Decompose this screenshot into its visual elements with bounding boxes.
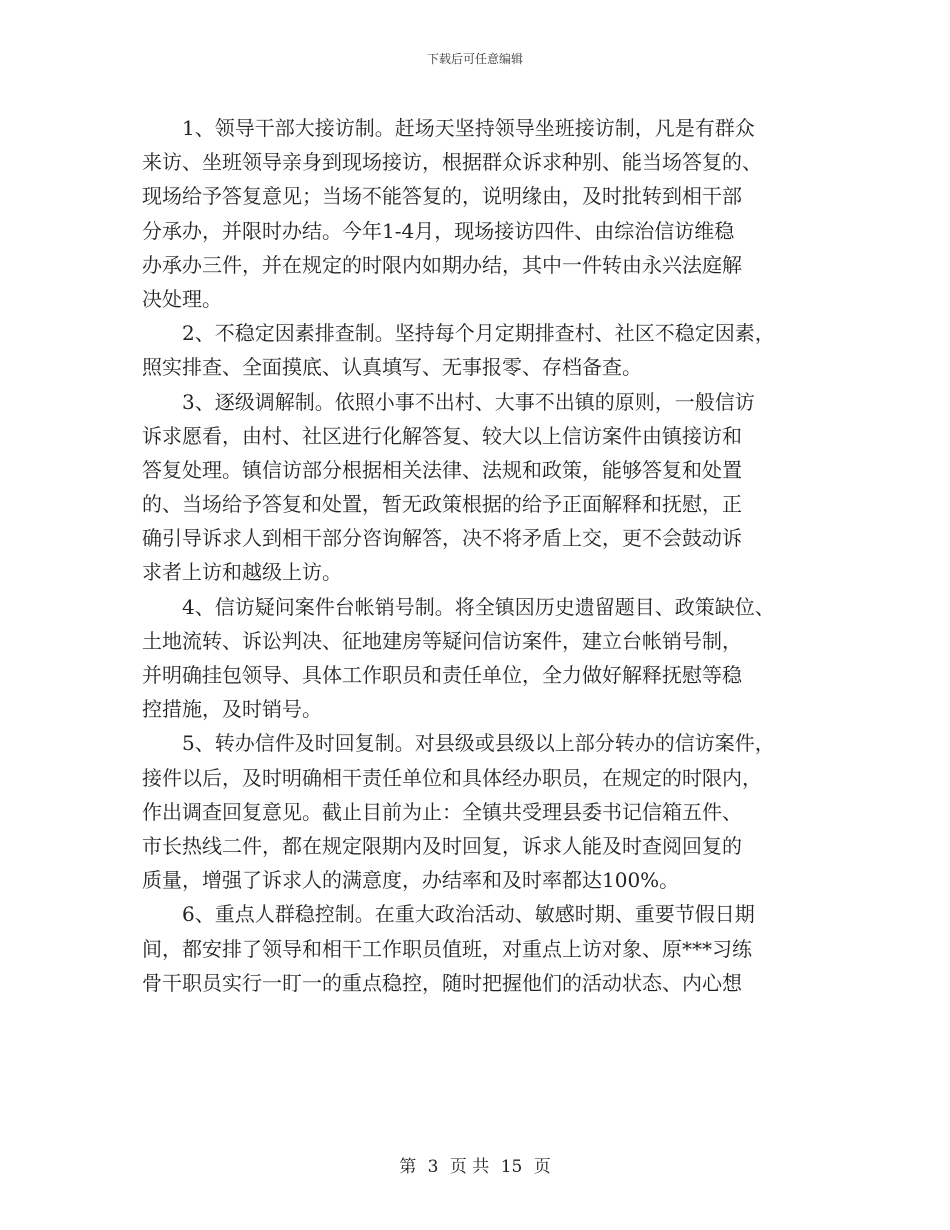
text-line: 诉求愿看，由村、社区进行化解答复、较大以上信访案件由镇接访和	[142, 423, 742, 448]
text-line: 骨干职员实行一盯一的重点稳控，随时把握他们的活动状态、内心想	[142, 970, 742, 995]
text-line: 6、重点人群稳控制。在重大政治活动、敏感时期、重要节假日期	[182, 902, 755, 927]
text-line: 4、信访疑问案件台帐销号制。将全镇因历史遗留题目、政策缺位、	[182, 594, 775, 619]
text-line: 控措施，及时销号。	[142, 697, 322, 722]
text-line: 接件以后，及时明确相干责任单位和具体经办职员，在规定的时限内，	[142, 765, 762, 790]
text-line: 决处理。	[142, 286, 222, 311]
footer-total-pages: 15	[500, 1157, 523, 1177]
text-line: 答复处理。镇信访部分根据相关法律、法规和政策，能够答复和处置	[142, 457, 742, 482]
footer-suffix: 页	[533, 1157, 551, 1177]
text-line: 并明确挂包领导、具体工作职员和责任单位，全力做好解释抚慰等稳	[142, 663, 742, 687]
text-line: 的、当场给予答复和处置，暂无政策根据的给予正面解释和抚慰，正	[142, 492, 742, 517]
text-line: 现场给予答复意见；当场不能答复的，说明缘由，及时批转到相干部	[142, 184, 742, 209]
page-footer	[0, 1152, 950, 1177]
text-line: 1、领导干部大接访制。赶场天坚持领导坐班接访制，凡是有群众	[182, 116, 755, 140]
text-line: 确引导诉求人到相干部分咨询解答，决不将矛盾上交，更不会鼓动诉	[142, 526, 742, 551]
text-line: 来访、坐班领导亲身到现场接访，根据群众诉求种别、能当场答复的、	[142, 150, 762, 175]
footer-middle: 页 共	[449, 1157, 490, 1177]
text-line: 土地流转、诉讼判决、征地建房等疑问信访案件，建立台帐销号制，	[142, 628, 742, 653]
text-line: 5、转办信件及时回复制。对县级或县级以上部分转办的信访案件，	[182, 731, 775, 756]
text-line: 分承办，并限时办结。今年1-4月，现场接访四件、由综治信访维稳	[142, 218, 735, 243]
footer-page-number: 3	[427, 1157, 439, 1177]
page-header: 下载后可任意编辑	[426, 52, 523, 66]
text-line: 求者上访和越级上访。	[142, 560, 342, 585]
text-line: 办承办三件，并在规定的时限内如期办结，其中一件转由永兴法庭解	[142, 252, 742, 277]
text-line: 间，都安排了领导和相干工作职员值班，对重点上访对象、原***习练	[142, 936, 752, 961]
footer-prefix: 第	[399, 1157, 417, 1177]
text-line: 质量，增强了诉求人的满意度，办结率和及时率都达100%。	[142, 868, 680, 893]
text-line: 3、逐级调解制。依照小事不出村、大事不出镇的原则，一般信访	[182, 389, 755, 414]
text-line: 照实排查、全面摸底、认真填写、无事报零、存档备查。	[142, 355, 642, 380]
text-line: 2、不稳定因素排查制。坚持每个月定期排查村、社区不稳定因素，	[182, 321, 775, 346]
document-body	[142, 111, 822, 1000]
text-line: 作出调查回复意见。截止目前为止：全镇共受理县委书记信箱五件、	[142, 799, 742, 824]
text-line: 市长热线二件，都在规定限期内及时回复，诉求人能及时查阅回复的	[142, 833, 742, 858]
